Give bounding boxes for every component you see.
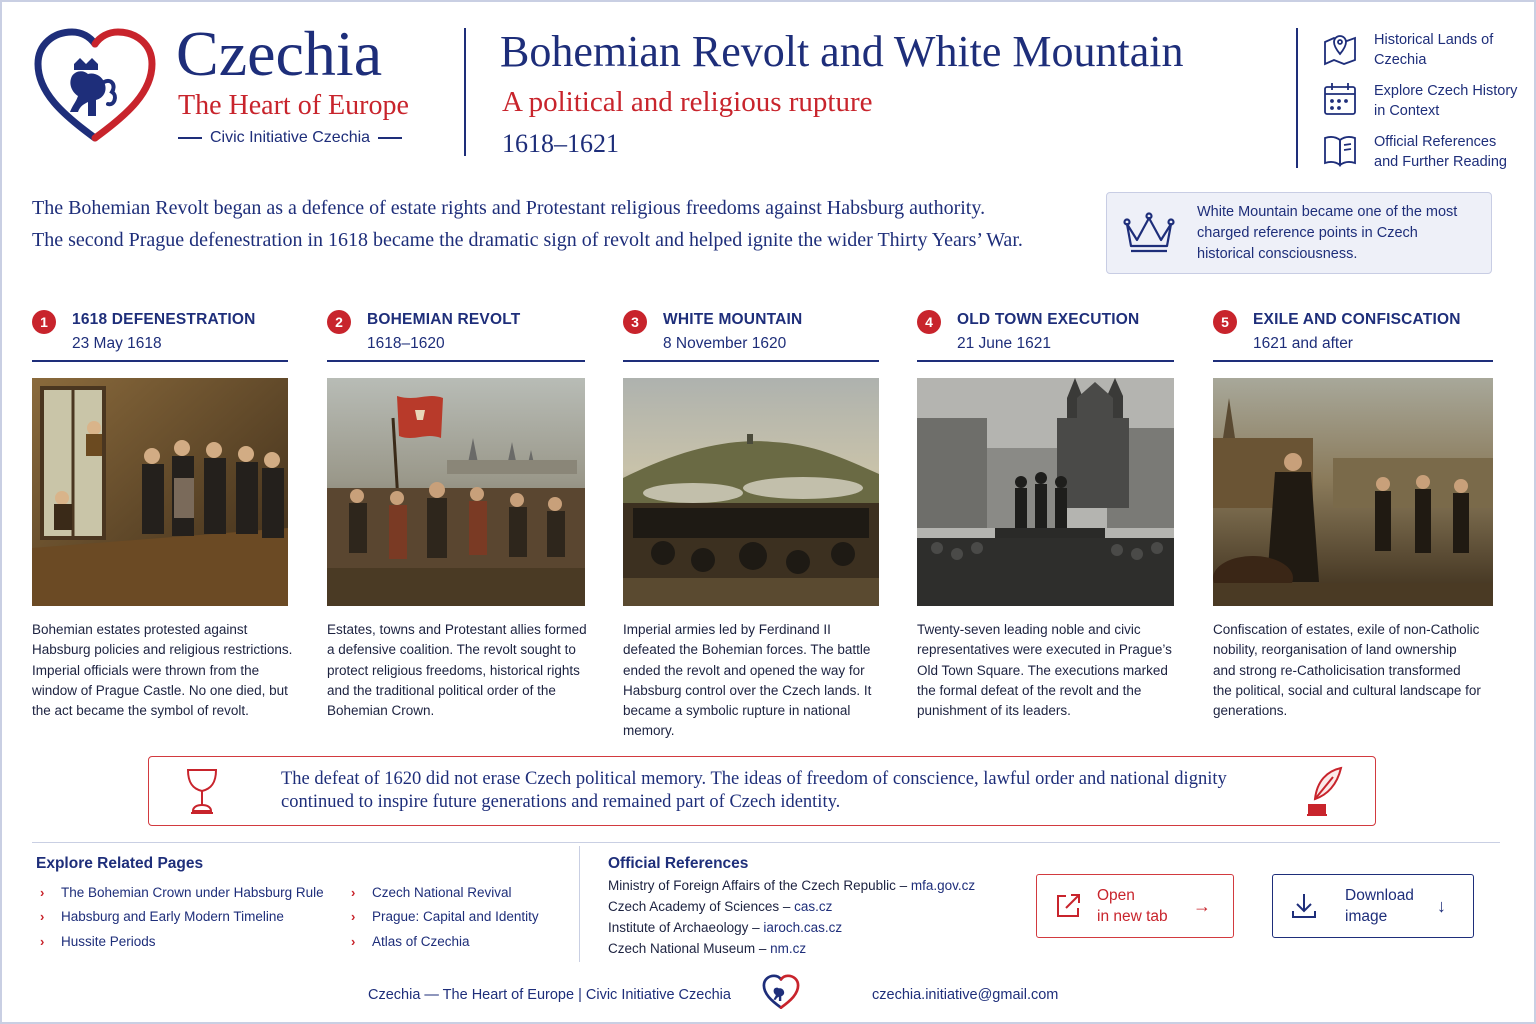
conclusion-line: The defeat of 1620 did not erase Czech political memory. The ideas of freedom of conscience, lawful order and national dignity: [281, 769, 1227, 789]
quill-icon: [1303, 765, 1345, 817]
card-date: 1621 and after: [1253, 335, 1353, 352]
related-link-label: Hussite Periods: [61, 933, 156, 949]
quick-link-czech-history[interactable]: [1322, 81, 1522, 131]
reference-item: [608, 899, 975, 920]
related-link[interactable]: [351, 905, 539, 930]
exile-painting: [1213, 378, 1493, 606]
references-title: Official References: [608, 855, 749, 872]
footer-credit: Czechia — The Heart of Europe | Civic Initiative Czechia: [368, 987, 731, 1003]
chevron-right-icon: ›: [40, 909, 45, 925]
related-list-col2: [351, 880, 539, 954]
callout-box: [1106, 192, 1492, 274]
open-new-tab-button[interactable]: [1036, 874, 1234, 938]
reference-link[interactable]: iaroch.cas.cz: [763, 920, 843, 935]
reference-name: Czech Academy of Sciences –: [608, 899, 791, 914]
card-description: Confiscation of estates, exile of non-Catholic nobility, reorganisation of land ownership and strong re-Catholicisation transformed the political, social and cultural landscape for generations.: [1213, 622, 1481, 719]
quick-link-label: Historical Lands of Czechia: [1374, 32, 1494, 68]
crown-icon: [1121, 210, 1177, 256]
footer-divider: [579, 846, 580, 962]
download-image-button[interactable]: [1272, 874, 1474, 938]
divider: [178, 137, 202, 139]
step-number: 3: [623, 310, 647, 334]
reference-name: Czech National Museum –: [608, 941, 767, 956]
intro-text: [32, 192, 1082, 256]
step-number: 2: [327, 310, 351, 334]
page-years: 1618–1621: [502, 129, 619, 158]
quick-link-references[interactable]: [1322, 132, 1522, 182]
chevron-right-icon: ›: [351, 909, 356, 925]
callout-text: White Mountain became one of the most charged reference points in Czech historical consciousness.: [1197, 203, 1458, 262]
chevron-right-icon: ›: [351, 933, 356, 949]
card-description: Bohemian estates protested against Habsburg policies and religious restrictions. Imperial officials were thrown from the window of Prague Castle. No one died, but the act became the symbol of revolt.: [32, 622, 293, 719]
card-divider: [917, 360, 1174, 362]
execution-engraving: [917, 378, 1174, 606]
card-title: OLD TOWN EXECUTION: [957, 311, 1140, 328]
download-icon: [1289, 891, 1319, 921]
header-divider: [464, 28, 466, 156]
card-title: 1618 DEFENESTRATION: [72, 311, 256, 328]
revolt-march-painting: [327, 378, 585, 606]
related-link-label: Atlas of Czechia: [372, 933, 470, 949]
reference-name: Institute of Archaeology –: [608, 920, 760, 935]
related-link-label: The Bohemian Crown under Habsburg Rule: [61, 884, 324, 900]
conclusion-box: [148, 756, 1376, 826]
card-title: WHITE MOUNTAIN: [663, 311, 803, 328]
brand-name: Czechia: [176, 18, 383, 89]
step-number: 1: [32, 310, 56, 334]
button-label-line: Download: [1345, 887, 1414, 904]
related-link-label: Prague: Capital and Identity: [372, 909, 539, 925]
card-date: 8 November 1620: [663, 335, 787, 352]
quick-link-historical-lands[interactable]: [1322, 30, 1522, 80]
card-divider: [327, 360, 585, 362]
reference-item: [608, 920, 975, 941]
intro-line: The second Prague defenestration in 1618 became the dramatic sign of revolt and helped ignite the wider Thirty Years’ War.: [32, 229, 1023, 251]
divider: [378, 137, 402, 139]
chevron-right-icon: ›: [40, 933, 45, 949]
reference-item: [608, 941, 975, 962]
reference-name: Ministry of Foreign Affairs of the Czech Republic –: [608, 878, 908, 893]
defenestration-painting: [32, 378, 288, 606]
arrow-right-icon: →: [1193, 895, 1211, 916]
map-pin-icon: [1322, 30, 1358, 66]
card-date: 21 June 1621: [957, 335, 1051, 352]
conclusion-line: continued to inspire future generations and remained part of Czech identity.: [281, 792, 841, 812]
intro-line: The Bohemian Revolt began as a defence of estate rights and Protestant religious freedoms against Habsburg authority.: [32, 197, 986, 219]
card-date: 23 May 1618: [72, 335, 162, 352]
step-number: 5: [1213, 310, 1237, 334]
brand-tagline: The Heart of Europe: [178, 90, 409, 121]
card-divider: [623, 360, 879, 362]
open-new-tab-label: [1097, 885, 1187, 927]
card-divider: [32, 360, 288, 362]
reference-link[interactable]: nm.cz: [770, 941, 807, 956]
download-image-label: [1345, 885, 1435, 927]
related-link[interactable]: [40, 905, 324, 930]
related-title: Explore Related Pages: [36, 855, 204, 872]
page-title: Bohemian Revolt and White Mountain: [500, 27, 1184, 76]
related-link-label: Czech National Revival: [372, 884, 512, 900]
calendar-icon: [1322, 81, 1358, 117]
battle-painting: [623, 378, 879, 606]
chevron-right-icon: ›: [40, 884, 45, 900]
reference-link[interactable]: mfa.gov.cz: [910, 878, 976, 893]
related-link-label: Habsburg and Early Modern Timeline: [61, 909, 284, 925]
external-link-icon: [1053, 891, 1083, 921]
brand-subline-text: Civic Initiative Czechia: [210, 129, 371, 146]
card-description: Twenty-seven leading noble and civic representatives were executed in Prague’s Old Town Square. The executions marked the formal defeat of the revolt and the punishment of its leaders.: [917, 622, 1172, 719]
section-divider: [32, 842, 1500, 843]
card-description: Imperial armies led by Ferdinand II defeated the Bohemian forces. The battle ended the revolt and opened the way for Habsburg control over the Czech lands. It became a symbolic rupture in national memory.: [623, 622, 872, 739]
header-divider: [1296, 28, 1298, 168]
reference-link[interactable]: cas.cz: [794, 899, 833, 914]
chevron-right-icon: ›: [351, 884, 356, 900]
chalice-icon: [185, 767, 219, 815]
card-title: BOHEMIAN REVOLT: [367, 311, 521, 328]
heart-lion-logo-small: [762, 974, 800, 1010]
card-divider: [1213, 360, 1493, 362]
quick-links: [1322, 30, 1522, 183]
related-list-col1: [40, 880, 324, 954]
card-title: EXILE AND CONFISCATION: [1253, 311, 1461, 328]
card-date: 1618–1620: [367, 335, 445, 352]
related-link[interactable]: [351, 880, 539, 905]
book-icon: [1322, 132, 1358, 168]
button-label-line: Open: [1097, 887, 1135, 904]
heart-lion-logo: [32, 26, 158, 146]
button-label-line: image: [1345, 908, 1388, 925]
quick-link-label: Official References and Further Reading: [1374, 134, 1507, 170]
brand-subline: [178, 130, 402, 146]
button-label-line: in new tab: [1097, 908, 1168, 925]
footer-email-link[interactable]: czechia.initiative@gmail.com: [872, 987, 1059, 1003]
related-link[interactable]: [351, 929, 539, 954]
related-link[interactable]: [40, 929, 324, 954]
references-list: [608, 878, 975, 962]
reference-item: [608, 878, 975, 899]
conclusion-text: [281, 768, 1281, 814]
card-description: Estates, towns and Protestant allies formed a defensive coalition. The revolt sought to protect religious freedoms, historical rights and the traditional political order of the Bohemian Crown.: [327, 622, 587, 719]
page-subtitle: A political and religious rupture: [502, 86, 873, 118]
quick-link-label: Explore Czech History in Context: [1374, 83, 1518, 119]
related-link[interactable]: [40, 880, 324, 905]
step-number: 4: [917, 310, 941, 334]
arrow-down-icon: ↓: [1437, 895, 1446, 916]
